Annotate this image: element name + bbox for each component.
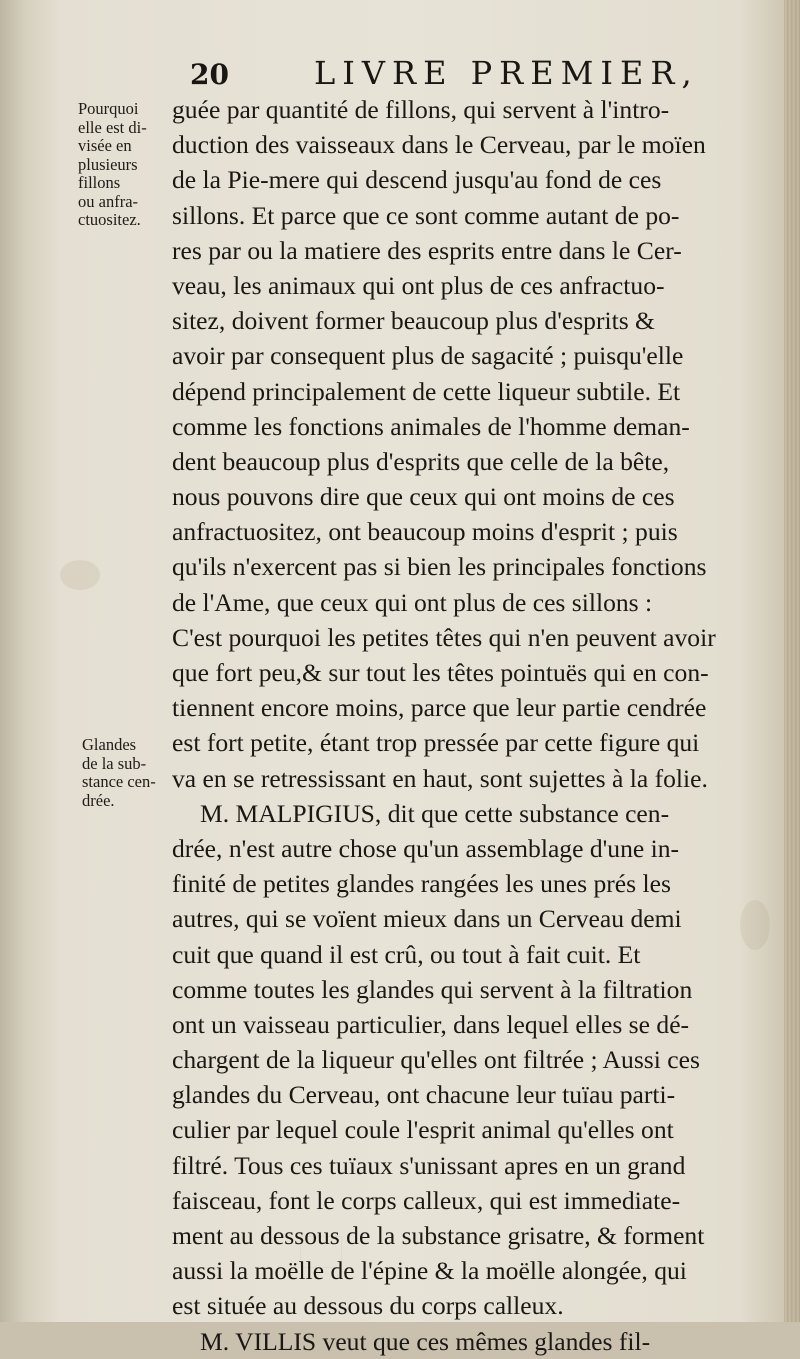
text-line: res par ou la matiere des esprits entre dans le Cer- xyxy=(172,235,682,265)
margin-note-line: Pourquoi xyxy=(78,99,139,118)
text-line: sillons. Et parce que ce sont comme autant de po- xyxy=(172,200,680,230)
text-line: chargent de la liqueur qu'elles ont filtrée ; Aussi ces xyxy=(172,1045,700,1075)
text-line: comme toutes les glandes qui servent à la filtration xyxy=(172,974,693,1004)
text-line: drée, n'est autre chose qu'un assemblage d'une in- xyxy=(172,833,680,863)
margin-note-line: plusieurs xyxy=(78,154,138,174)
text-line: sitez, doivent former beaucoup plus d'esprits & xyxy=(172,306,655,336)
text-line: de l'Ame, que ceux qui ont plus de ces sillons : xyxy=(172,587,653,617)
text-line: autres, qui se voïent mieux dans un Cerveau demi xyxy=(172,904,682,934)
text-line: aussi la moëlle de l'épine & la moëlle alongée, qui xyxy=(172,1256,687,1286)
text-line: culier par lequel coule l'esprit animal qu'elles ont xyxy=(172,1115,674,1145)
margin-note-line: drée. xyxy=(82,790,115,810)
text-line: C'est pourquoi les petites têtes qui n'en peuvent avoir xyxy=(172,622,716,652)
text-line: ont un vaisseau particulier, dans lequel elles se dé- xyxy=(172,1009,690,1039)
margin-note-line: visée en xyxy=(78,136,132,155)
running-title: LIVRE PREMIER, xyxy=(314,54,699,92)
text-line: qu'ils n'exercent pas si bien les principales fonctions xyxy=(172,552,707,582)
page-number: 20 xyxy=(190,58,229,91)
margin-note xyxy=(78,100,147,230)
text-line: M. VILLIS veut que ces mêmes glandes fil- xyxy=(200,1326,651,1356)
text-line: avoir par consequent plus de sagacité ; puisqu'elle xyxy=(172,341,684,371)
margin-note-line: Glandes xyxy=(82,735,137,754)
text-line: nous pouvons dire que ceux qui ont moins de ces xyxy=(172,482,675,512)
margin-note-line: ou anfra- xyxy=(78,191,139,211)
margin-note xyxy=(82,736,156,810)
text-line: ment au dessous de la substance grisatre, & forment xyxy=(172,1221,705,1250)
text-line: que fort peu,& sur tout les têtes pointuës qui en con- xyxy=(172,658,709,687)
text-line: filtré. Tous ces tuïaux s'unissant apres en un grand xyxy=(172,1150,686,1180)
text-line: dépend principalement de cette liqueur subtile. Et xyxy=(172,376,681,406)
text-line: glandes du Cerveau, ont chacune leur tuïau parti- xyxy=(172,1080,676,1110)
text-line: est fort petite, étant trop pressée par cette figure qui xyxy=(172,728,700,758)
text-line: guée par quantité de fillons, qui servent à l'intro- xyxy=(172,95,670,124)
text-line: faisceau, font le corps calleux, qui est immediate- xyxy=(172,1185,681,1215)
margin-note-line: de la sub- xyxy=(82,753,147,773)
text-line: est située au dessous du corps calleux. xyxy=(172,1291,564,1321)
margin-note-line: stance cen- xyxy=(82,772,156,791)
text-line: dent beaucoup plus d'esprits que celle de la bête, xyxy=(172,446,670,476)
text-line: cuit que quand il est crû, ou tout à fait cuit. Et xyxy=(172,939,641,969)
margin-note-line: ctuositez. xyxy=(78,210,141,229)
margin-note-line: fillons xyxy=(78,173,121,192)
text-line: tiennent encore moins, parce que leur partie cendrée xyxy=(172,693,707,723)
text-line: veau, les animaux qui ont plus de ces anfractuo- xyxy=(172,270,665,300)
page-edge-shadow xyxy=(784,0,800,1322)
text-line: duction des vaisseaux dans le Cerveau, par le moïen xyxy=(172,130,706,160)
text-line: finité de petites glandes rangées les unes prés les xyxy=(172,869,671,899)
text-line: comme les fonctions animales de l'homme deman- xyxy=(172,411,690,441)
text-line: de la Pie-mere qui descend jusqu'au fond de ces xyxy=(172,165,662,195)
body-text xyxy=(172,92,772,1359)
text-line: va en se retressissant en haut, sont sujettes à la folie. xyxy=(172,763,708,793)
paper-stain xyxy=(60,560,100,590)
text-line: anfractuositez, ont beaucoup moins d'esprit ; puis xyxy=(172,517,678,547)
margin-note-line: elle est di- xyxy=(78,117,147,137)
text-line: M. MALPIGIUS, dit que cette substance cen- xyxy=(200,798,670,828)
